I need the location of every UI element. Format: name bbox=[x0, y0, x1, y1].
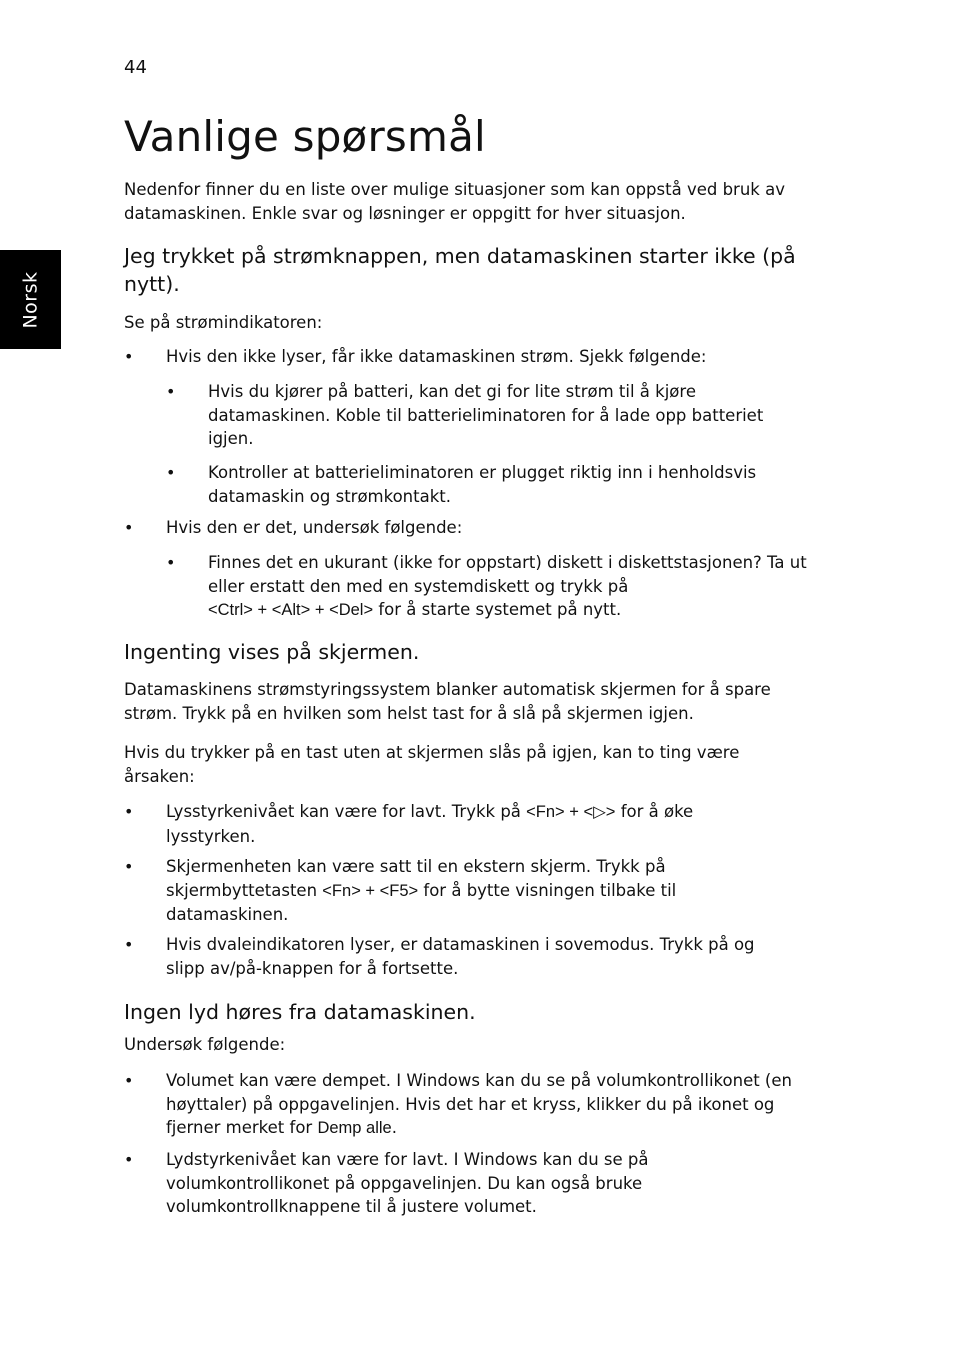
screen-bullet-1 bbox=[166, 800, 766, 848]
screen-bullet-3: Hvis dvaleindikatoren lyser, er datamaskinen i sovemodus. Trykk på og slipp av/på-knappen for å fortsette. bbox=[166, 935, 755, 978]
ctrl-alt-del-keys: <Ctrl> + <Alt> + <Del> bbox=[208, 601, 374, 619]
bullet-marker: • bbox=[166, 463, 176, 482]
page-number: 44 bbox=[124, 57, 147, 78]
language-side-tab-label: Norsk bbox=[19, 270, 42, 329]
language-side-tab bbox=[0, 250, 61, 349]
screen-bullet-1-tail: for å øke lysstyrken. bbox=[166, 802, 694, 846]
power-bullet-2: Hvis den er det, undersøk følgende: bbox=[166, 518, 463, 537]
bullet-marker: • bbox=[124, 857, 134, 876]
sound-bullet-1 bbox=[166, 1069, 811, 1141]
power-bullet-2-1-tail: for å starte systemet på nytt. bbox=[373, 600, 622, 619]
bullet-marker: • bbox=[124, 1150, 134, 1169]
sound-bullet-2: Lydstyrkenivået kan være for lavt. I Windows kan du se på volumkontrollikonet på oppgavelinjen. Du kan også bruke volumkontrollknappene til å justere volumet. bbox=[166, 1150, 649, 1216]
fn-f5-keys: <Fn> + <F5> bbox=[322, 881, 419, 900]
mute-all-label: Demp alle bbox=[317, 1119, 392, 1137]
power-bullet-2-1 bbox=[208, 551, 808, 623]
page-title: Vanlige spørsmål bbox=[124, 112, 486, 161]
screen-paragraph-1: Datamaskinens strømstyringssystem blanker automatisk skjermen for å spare strøm. Trykk på en hvilken som helst tast for å slå på skjermen igjen. bbox=[124, 680, 771, 723]
fn-brightness-keys: <Fn> + <▷> bbox=[526, 803, 616, 821]
bullet-marker: • bbox=[124, 518, 134, 537]
bullet-marker: • bbox=[124, 1071, 134, 1090]
sound-bullet-1-tail: . bbox=[391, 1118, 397, 1137]
screen-bullet-1-text: Lysstyrkenivået kan være for lavt. Trykk på bbox=[166, 802, 527, 821]
bullet-marker: • bbox=[124, 802, 134, 821]
sound-heading: Ingen lyd høres fra datamaskinen. bbox=[124, 1000, 476, 1024]
screen-heading: Ingenting vises på skjermen. bbox=[124, 640, 420, 664]
screen-bullet-2-text: Skjermenheten kan være satt til en ekstern skjerm. Trykk på skjermbyttetasten bbox=[166, 857, 666, 900]
bullet-marker: • bbox=[166, 553, 176, 572]
power-lead: Se på strømindikatoren: bbox=[124, 313, 323, 332]
bullet-marker: • bbox=[124, 347, 134, 366]
sound-bullet-1-text: Volumet kan være dempet. I Windows kan du se på volumkontrollikonet (en høyttaler) på oppgavelinjen. Hvis det har et kryss, klikker du på ikonet og fjerner merket for bbox=[166, 1071, 792, 1137]
screen-bullet-2 bbox=[166, 855, 726, 927]
bullet-marker: • bbox=[166, 382, 176, 401]
power-heading: Jeg trykket på strømknappen, men datamaskinen starter ikke (på nytt). bbox=[124, 244, 796, 296]
bullet-marker: • bbox=[124, 935, 134, 954]
screen-paragraph-2: Hvis du trykker på en tast uten at skjermen slås på igjen, kan to ting være årsaken: bbox=[124, 743, 740, 786]
power-bullet-1-1: Hvis du kjører på batteri, kan det gi for lite strøm til å kjøre datamaskinen. Koble til batterieliminatoren for å lade opp batteriet igjen. bbox=[208, 382, 764, 448]
power-bullet-1-2: Kontroller at batterieliminatoren er plugget riktig inn i henholdsvis datamaskin og strømkontakt. bbox=[208, 463, 757, 506]
intro-paragraph: Nedenfor finner du en liste over mulige situasjoner som kan oppstå ved bruk av datamaskinen. Enkle svar og løsninger er oppgitt for hver situasjon. bbox=[124, 180, 785, 223]
power-bullet-1: Hvis den ikke lyser, får ikke datamaskinen strøm. Sjekk følgende: bbox=[166, 347, 707, 366]
screen-bullet-2-tail: for å bytte visningen tilbake til datamaskinen. bbox=[166, 880, 677, 924]
sound-lead: Undersøk følgende: bbox=[124, 1035, 286, 1054]
power-bullet-2-1-text: Finnes det en ukurant (ikke for oppstart) diskett i diskettstasjonen? Ta ut eller erstatt den med en systemdiskett og trykk på bbox=[208, 553, 807, 596]
